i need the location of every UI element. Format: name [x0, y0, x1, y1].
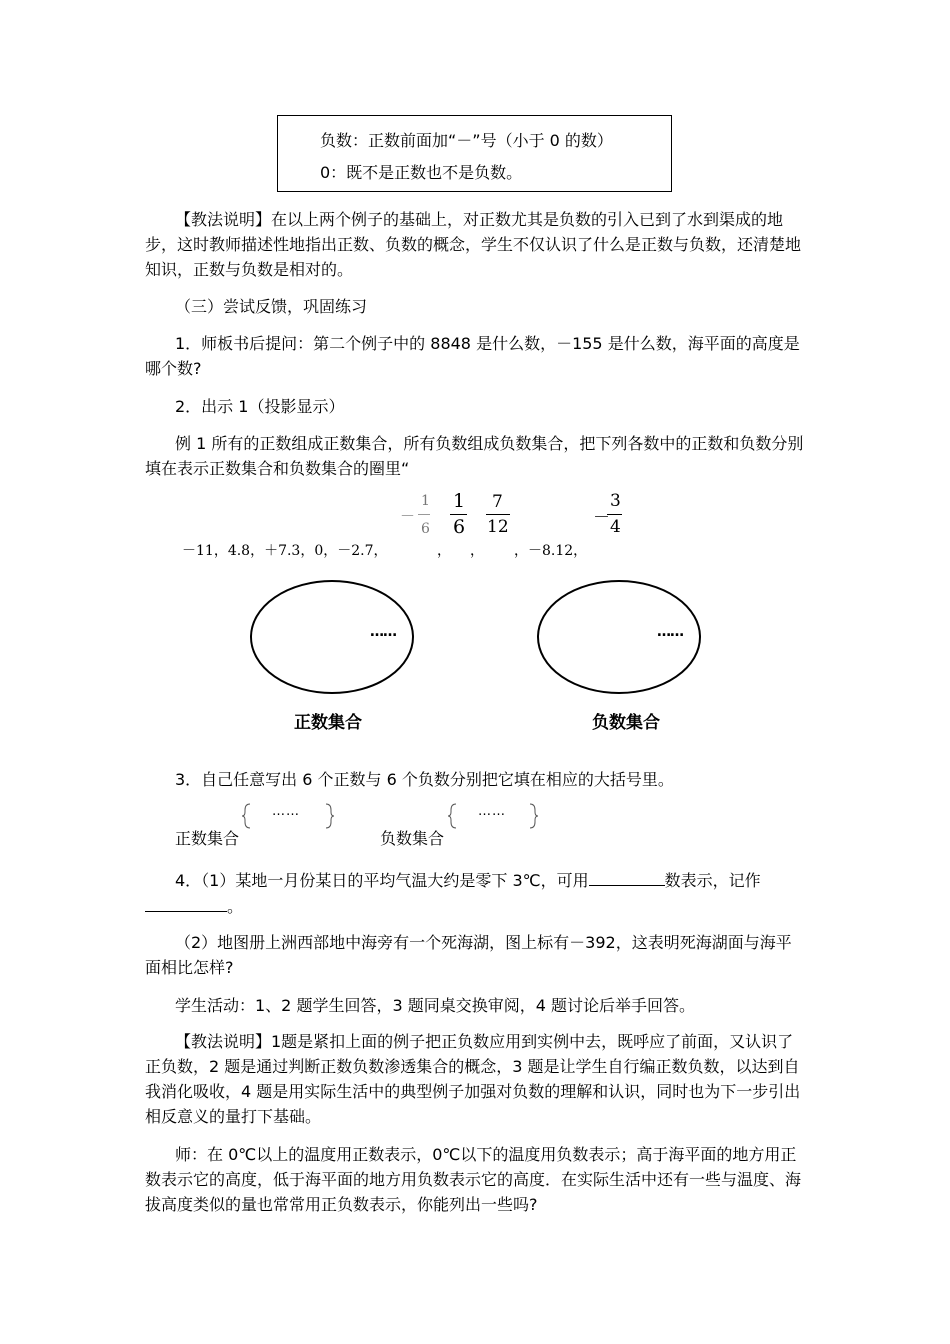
fraction-1-numerator: 1 — [421, 493, 430, 509]
teacher-statement: 师：在 0℃以上的温度用正数表示，0℃以下的温度用负数表示；高于海平面的地方用正数表示它的高度，低于海平面的地方用负数表示它的高度．在实际生活中还有一些与温度、海拔高度类似的量也常常用正负数表示，你能列出一些吗? — [145, 1145, 802, 1214]
question-4-part-2: （2）地图册上洲西部地中海旁有一个死海湖，图上标有－392，这表明死海湖面与海平面相比怎样? — [145, 933, 792, 977]
q3-negative-right-brace — [530, 804, 538, 828]
negative-set-label: 负数集合 — [592, 713, 660, 733]
fraction-4-sign: － — [593, 508, 610, 528]
number-list-sep-2: ， — [470, 543, 484, 559]
fraction-3-numerator: 7 — [492, 492, 503, 512]
question-2: 2．出示 1（投影显示） — [175, 397, 345, 416]
example-1: 例 1 所有的正数组成正数集合，所有负数组成负数集合，把下列各数中的正数和负数分别填在表示正数集合和负数集合的圈里“ — [145, 434, 804, 478]
teaching-note-2: 【教法说明】1题是紧扣上面的例子把正负数应用到实例中去，既呼应了前面，又认识了正负数，2 题是通过判断正数负数渗透集合的概念，3 题是让学生自行编正数负数，以达到自我消化吸收，4 题是用实际生活中的典型例子加强对负数的理解和认识，同时也为下一步引出相反意义的量打下基础。 — [145, 1032, 801, 1126]
teaching-note-1: 【教法说明】在以上两个例子的基础上，对正数尤其是负数的引入已到了水到渠成的地步，这时教师描述性地指出正数、负数的概念，学生不仅认识了什么是正数与负数，还清楚地知识，正数与负数是相对的。 — [145, 210, 802, 279]
question-4-part-1-line-2 — [145, 894, 243, 917]
fraction-1-denominator: 6 — [421, 521, 430, 537]
fraction-1-sign: － — [400, 507, 416, 525]
question-4-part-1 — [175, 868, 761, 891]
q4a-blank-2[interactable] — [145, 897, 227, 912]
zero-definition: 0：既不是正数也不是负数。 — [320, 163, 523, 182]
q4a-end: 。 — [227, 897, 244, 916]
q3-positive-left-brace — [242, 804, 250, 828]
q3-negative-dots: …… — [478, 804, 506, 819]
q3-negative-left-brace — [448, 804, 456, 828]
q4a-text-1: 4．（1）某地一月份某日的平均气温大约是零下 3℃，可用 — [175, 871, 589, 890]
positive-set-label: 正数集合 — [294, 713, 362, 733]
question-3: 3．自己任意写出 6 个正数与 6 个负数分别把它填在相应的大括号里。 — [175, 770, 674, 789]
negative-definition: 负数：正数前面加“－”号（小于 0 的数） — [320, 131, 613, 150]
q3-positive-dots: …… — [272, 804, 300, 819]
question-1: 1．师板书后提问：第二个例子中的 8848 是什么数，－155 是什么数，海平面的高度是哪个数? — [145, 334, 800, 378]
number-list-sep-1: ， — [437, 543, 451, 559]
negative-set-ellipsis: …… — [657, 624, 683, 640]
fraction-4-numerator: 3 — [610, 491, 621, 511]
fraction-2-denominator: 6 — [453, 516, 466, 538]
section-heading: （三）尝试反馈，巩固练习 — [175, 297, 368, 316]
q4a-blank-1[interactable] — [589, 871, 665, 886]
fraction-3-denominator: 12 — [487, 517, 509, 537]
q3-negative-label: 负数集合 — [380, 829, 445, 848]
q3-positive-label: 正数集合 — [175, 829, 240, 848]
fraction-2-numerator: 1 — [453, 490, 466, 512]
student-activity: 学生活动：1、2 题学生回答，3 题同桌交换审阅，4 题讨论后举手回答。 — [175, 996, 695, 1015]
q4a-text-2: 数表示，记作 — [664, 871, 761, 890]
number-list-end: ，－8.12， — [514, 543, 588, 559]
fraction-4-denominator: 4 — [610, 517, 621, 537]
positive-set-ellipsis: …… — [370, 624, 396, 640]
q3-positive-right-brace — [326, 804, 334, 828]
number-list-start: －11，4.8，＋7.3，0，－2.7， — [182, 543, 388, 559]
